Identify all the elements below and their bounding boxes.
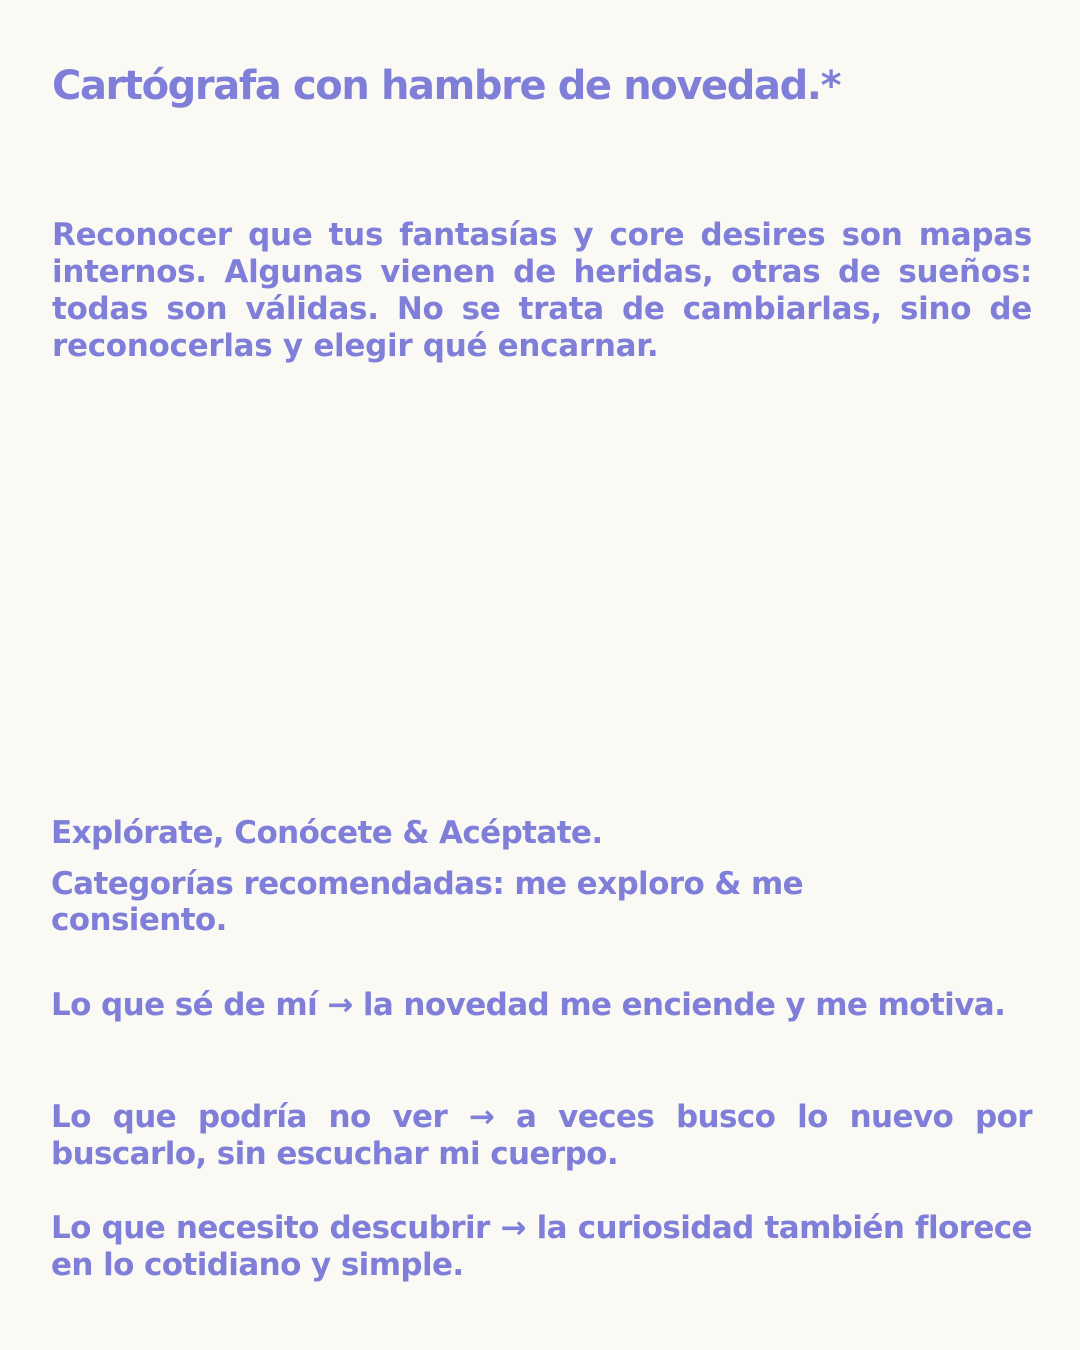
insight-what-i-might-not-see: Lo que podría no ver → a veces busco lo nuevo por buscarlo, sin escuchar mi cuerpo. xyxy=(51,1099,1032,1172)
insight-what-i-need-to-discover: Lo que necesito descubrir → la curiosidad también florece en lo cotidiano y simple. xyxy=(51,1210,1032,1283)
recommended-categories: Categorías recomendadas: me exploro & me consiento. xyxy=(51,866,804,938)
tagline: Explórate, Conócete & Acéptate. xyxy=(51,815,603,851)
insight-what-i-know: Lo que sé de mí → la novedad me enciende y me motiva. xyxy=(51,987,1006,1023)
intro-paragraph: Reconocer que tus fantasías y core desires son mapas internos. Algunas vienen de heridas, otras de sueños: todas son válidas. No se trata de cambiarlas, sino de reconocerlas y elegir qué encarnar. xyxy=(52,217,1032,364)
page-title: Cartógrafa con hambre de novedad.* xyxy=(52,63,841,109)
